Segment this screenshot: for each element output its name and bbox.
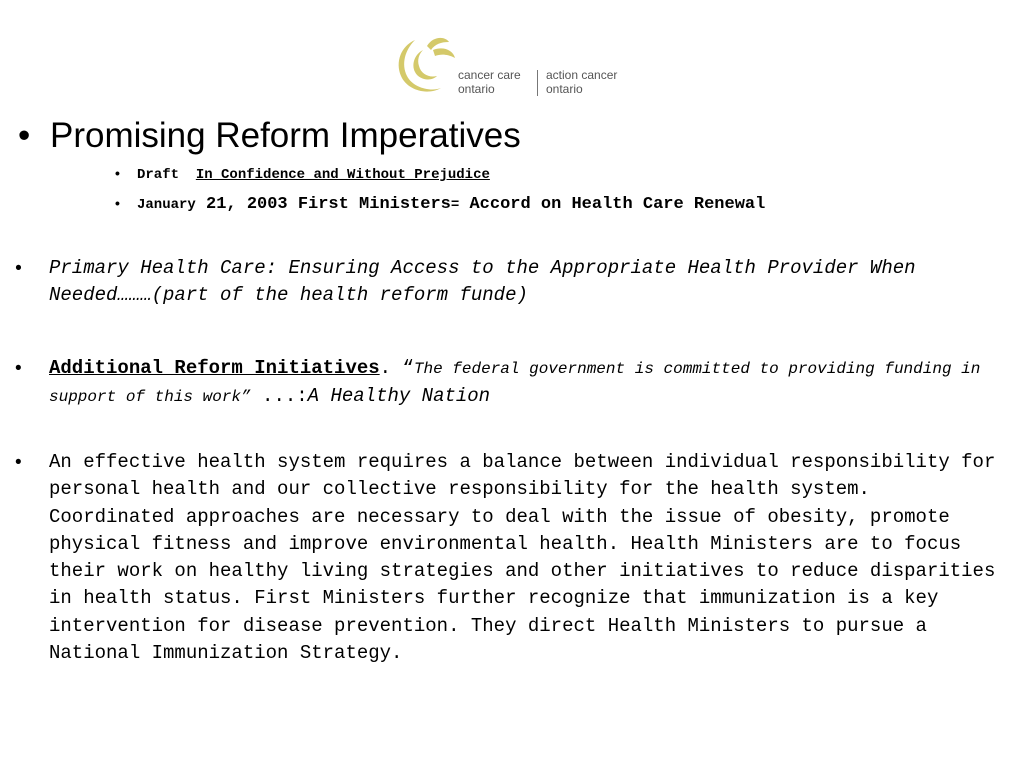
date-text: 21, 2003 First Ministers	[206, 195, 451, 214]
logo-left-line1: cancer care	[458, 68, 521, 82]
additional-punct: . “	[379, 357, 414, 379]
logo-right-line2: ontario	[546, 82, 583, 96]
list-item-primary-health	[15, 255, 1005, 310]
subtitle-accord	[115, 192, 765, 216]
additional-bullet: •	[15, 358, 22, 379]
draft-label: Draft	[137, 167, 180, 183]
slide-title	[18, 114, 521, 158]
accord-text: Accord on Health Care Renewal	[469, 195, 766, 214]
effective-text: An effective health system requires a balance between individual responsibility for personal health and our collective responsibility for the health system. Coordinated approaches are necessary to deal with the issue of obesity, promote physical fitness and improve environmental health. Health Ministers are to focus their work on healthy living strategies and other initiatives to reduce disparities in health status. First Ministers further recognize that immunization is a key intervention for disease prevention. They direct Health Ministers to pursue a National Immunization Strategy.	[49, 451, 996, 665]
healthy-nation-text: A Healthy Nation	[307, 385, 491, 408]
logo-right-line1: action cancer	[546, 68, 618, 82]
primary-text: Primary Health Care: Ensuring Access to the Appropriate Health Provider When Needed………(part of the health reform funde)	[49, 257, 916, 307]
logo-left-line2: ontario	[458, 82, 495, 96]
mark-text: =	[450, 197, 460, 213]
title-text: Promising Reform Imperatives	[50, 116, 521, 155]
cancer-care-ontario-logo	[393, 32, 638, 98]
list-item-effective-system	[15, 449, 1005, 667]
list-item-additional-reform	[15, 355, 1005, 412]
additional-title: Additional Reform Initiatives	[49, 357, 380, 379]
logo-divider	[537, 70, 538, 96]
leaf-sun-logo-icon	[393, 32, 457, 96]
confidence-text: In Confidence and Without Prejudice	[195, 167, 490, 183]
sub1-bullet: •	[115, 165, 120, 181]
logo-text-left	[458, 68, 521, 96]
additional-paragraph	[49, 355, 1005, 412]
logo-text-right	[546, 68, 617, 96]
additional-quote: The federal government is committed to providing funding in support of this work”	[49, 360, 981, 407]
additional-ellipsis: ...:	[250, 385, 308, 408]
month-text: January	[137, 197, 196, 213]
title-bullet: •	[18, 116, 31, 155]
effective-bullet: •	[15, 452, 22, 473]
subtitle-draft	[115, 163, 490, 185]
sub2-bullet: •	[115, 195, 120, 211]
primary-bullet: •	[15, 258, 22, 279]
